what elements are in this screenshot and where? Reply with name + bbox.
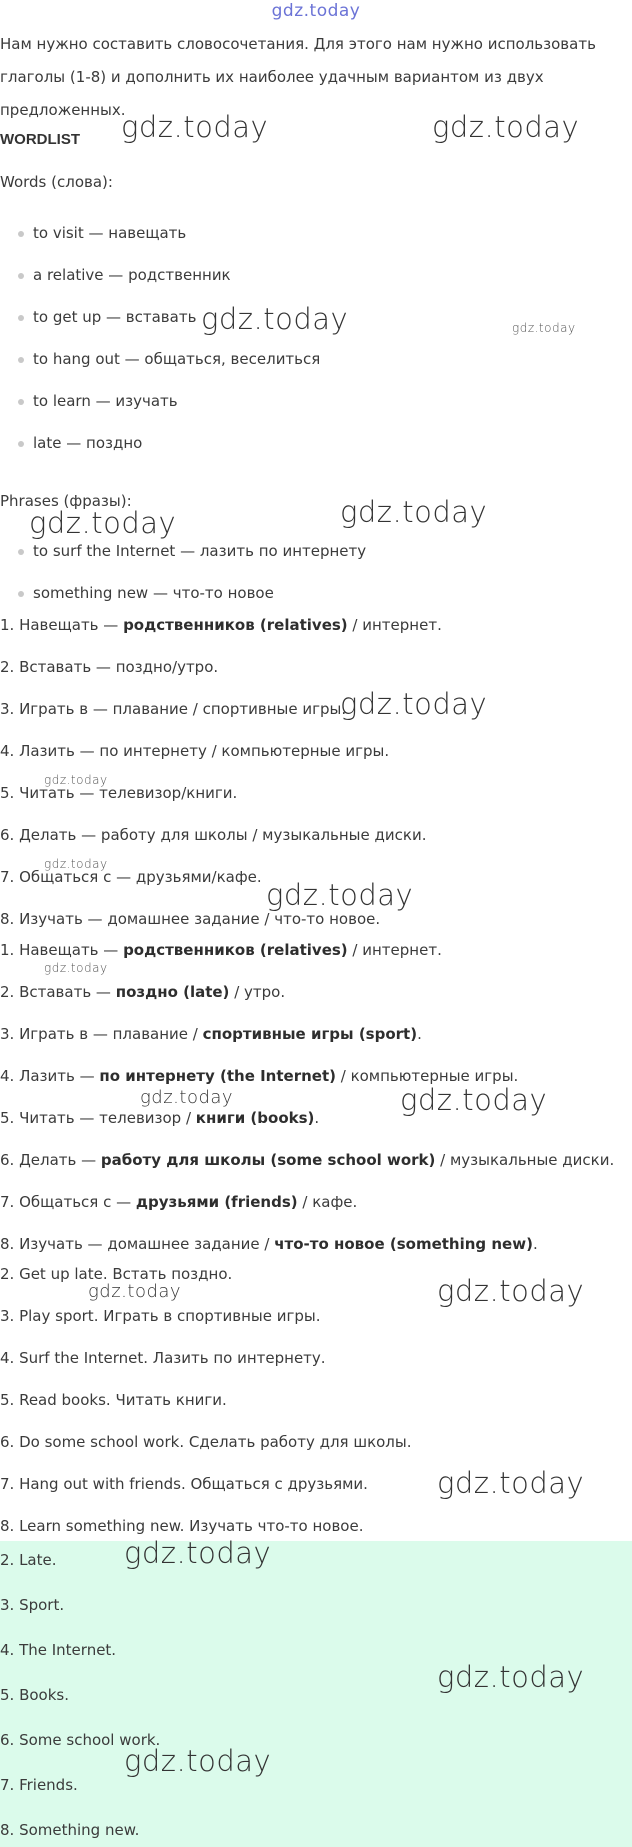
watermark: gdz.today [400, 1083, 548, 1117]
list-item: to get up — вставать [33, 308, 197, 326]
watermark: gdz.today [512, 321, 576, 335]
task3-item: 8. Learn something new. Изучать что-то новое. [0, 1517, 364, 1535]
watermark: gdz.today [340, 495, 488, 529]
watermark: gdz.today [44, 857, 108, 871]
bullet-icon [18, 315, 24, 321]
answer-item: 8. Something new. [0, 1821, 140, 1839]
watermark: gdz.today [44, 773, 108, 787]
bullet-icon [18, 273, 24, 279]
list-item: a relative — родственник [33, 266, 231, 284]
answer-item: 2. Late. [0, 1551, 57, 1569]
watermark: gdz.today [124, 1744, 272, 1778]
bullet-icon [18, 231, 24, 237]
answer-item: 7. Friends. [0, 1776, 78, 1794]
list-item: late — поздно [33, 434, 143, 452]
bullet-icon [18, 441, 24, 447]
task2-item: 8. Изучать — домашнее задание / что-то новое (something new). [0, 1235, 538, 1253]
task1-item: 8. Изучать — домашнее задание / что-то новое. [0, 910, 381, 928]
watermark: gdz.today [437, 1274, 585, 1308]
task1-item: 5. Читать — телевизор/книги. [0, 784, 238, 802]
watermark: gdz.today [29, 506, 177, 540]
answer-item: 5. Books. [0, 1686, 69, 1704]
task3-item: 5. Read books. Читать книги. [0, 1391, 227, 1409]
wordlist-heading: WORDLIST [0, 131, 80, 148]
bullet-icon [18, 591, 24, 597]
watermark: gdz.today [124, 1536, 272, 1570]
list-item: to visit — навещать [33, 224, 187, 242]
watermark: gdz.today [88, 1281, 182, 1302]
list-item: to hang out — общаться, веселиться [33, 350, 321, 368]
watermark: gdz.today [437, 1466, 585, 1500]
list-item: something new — что-то новое [33, 584, 274, 602]
watermark: gdz.today [201, 302, 349, 336]
phrases-heading: Phrases (фразы): [0, 492, 132, 510]
answers-block [0, 1541, 632, 1847]
watermark: gdz.today [432, 110, 580, 144]
task3-item: 2. Get up late. Встать поздно. [0, 1265, 233, 1283]
task3-item: 6. Do some school work. Сделать работу для школы. [0, 1433, 412, 1451]
watermark: gdz.today [340, 687, 488, 721]
task2-item: 3. Играть в — плавание / спортивные игры (sport). [0, 1025, 422, 1043]
site-logo[interactable]: gdz.today [271, 1, 361, 21]
watermark: gdz.today [266, 878, 414, 912]
words-heading: Words (слова): [0, 173, 113, 191]
task2-item: 2. Вставать — поздно (late) / утро. [0, 983, 286, 1001]
task2-item: 7. Общаться с — друзьями (friends) / кафе. [0, 1193, 358, 1211]
task1-item: 7. Общаться с — друзьями/кафе. [0, 868, 262, 886]
bullet-icon [18, 357, 24, 363]
watermark: gdz.today [44, 961, 108, 975]
list-item: to learn — изучать [33, 392, 178, 410]
task2-item: 5. Читать — телевизор / книги (books). [0, 1109, 320, 1127]
task3-item: 3. Play sport. Играть в спортивные игры. [0, 1307, 321, 1325]
task2-item: 6. Делать — работу для школы (some school work) / музыкальные диски. [0, 1151, 615, 1169]
task1-item: 3. Играть в — плавание / спортивные игры. [0, 700, 347, 718]
task3-item: 7. Hang out with friends. Общаться с друзьями. [0, 1475, 368, 1493]
task1-item: 1. Навещать — родственников (relatives) / интернет. [0, 616, 442, 634]
watermark: gdz.today [121, 110, 269, 144]
task1-item: 4. Лазить — по интернету / компьютерные игры. [0, 742, 390, 760]
answer-item: 4. The Internet. [0, 1641, 117, 1659]
bullet-icon [18, 549, 24, 555]
watermark: gdz.today [437, 1660, 585, 1694]
intro-paragraph: Нам нужно составить словосочетания. Для этого нам нужно использовать глаголы (1-8) и дополнить их наиболее удачным вариантом из двух предложенных. [0, 35, 596, 119]
watermark: gdz.today [140, 1087, 234, 1108]
task3-item: 4. Surf the Internet. Лазить по интернету. [0, 1349, 326, 1367]
answer-item: 3. Sport. [0, 1596, 65, 1614]
task2-item: 4. Лазить — по интернету (the Internet) / компьютерные игры. [0, 1067, 519, 1085]
task1-item: 6. Делать — работу для школы / музыкальные диски. [0, 826, 427, 844]
answer-item: 6. Some school work. [0, 1731, 161, 1749]
task1-item: 2. Вставать — поздно/утро. [0, 658, 219, 676]
list-item: to surf the Internet — лазить по интернету [33, 542, 367, 560]
bullet-icon [18, 399, 24, 405]
task2-item: 1. Навещать — родственников (relatives) / интернет. [0, 941, 442, 959]
